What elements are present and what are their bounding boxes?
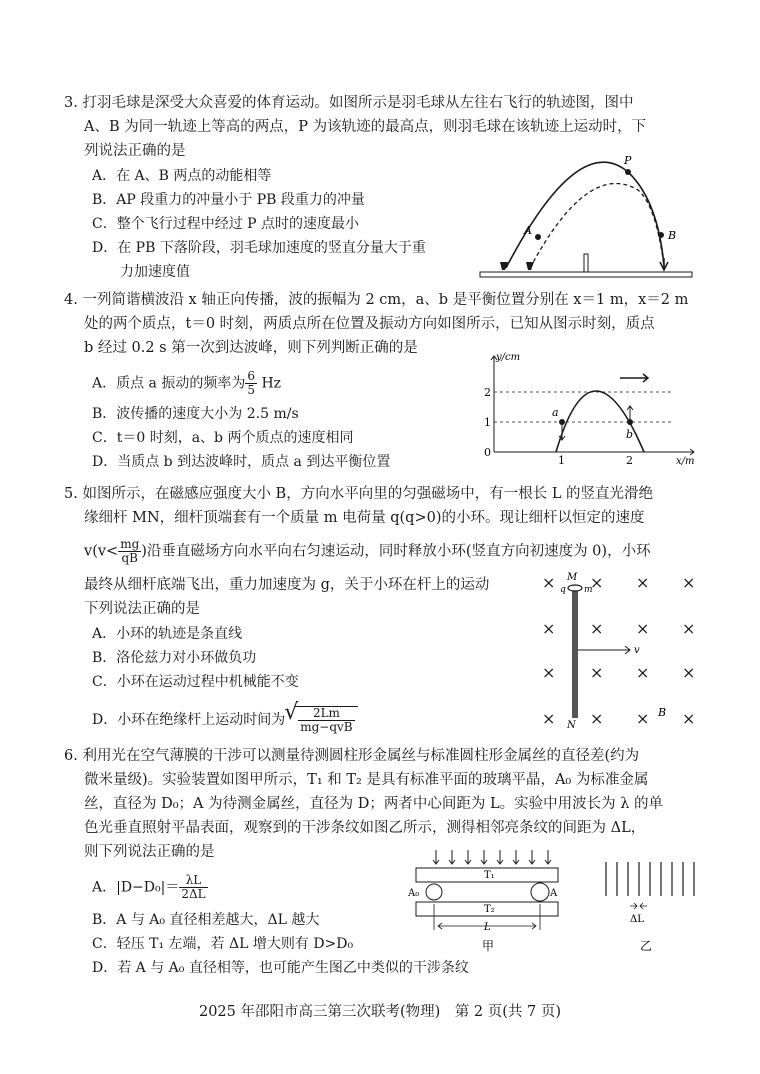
q3-badminton-figure (478, 150, 700, 280)
label-v: v (634, 645, 640, 656)
svg-text:×: × (590, 573, 604, 592)
q5-line3: v(v< $\frac{mg}{qB}$ )沿垂直磁场方向水平向右匀速运动，同时释放小环(竖直方向初速度为 0)，小环 (84, 537, 651, 565)
particle-b (627, 419, 633, 425)
q5-stem-1: 如图所示，在磁感应强度大小 B，方向水平向里的匀强磁场中，有一根长 L 的竖直光滑绝 (82, 486, 654, 502)
q5-line1 (64, 484, 653, 504)
fringe-spacing-arrow-icon (630, 903, 647, 909)
arrow-b-up-icon (627, 406, 633, 419)
q5-line2: 缘细杆 MN，细杆顶端套有一个质量 m 电荷量 q(q>0)的小环。现让细杆以恒定的速度 (84, 510, 645, 526)
tick-y-0: 0 (484, 446, 491, 459)
svg-text:×: × (542, 619, 556, 638)
label-m-top: M (567, 572, 578, 583)
q3-line2: A、B 为同一轨迹上等高的两点，P 为该轨迹的最高点，则羽毛球在该轨迹上运动时，下 (84, 119, 647, 135)
x-axis-label: x/m (676, 456, 695, 467)
label-l: L (484, 922, 491, 933)
net-post (584, 254, 588, 272)
point-a (535, 234, 541, 240)
incident-light-arrows (433, 850, 551, 864)
svg-text:×: × (682, 619, 696, 638)
q5-line5: 下列说法正确的是 (84, 601, 200, 617)
svg-text:×: × (682, 573, 696, 592)
point-p (625, 169, 631, 175)
q6-interference-figure (408, 846, 698, 958)
label-b: B (668, 229, 677, 242)
q3-stem-1: 打羽毛球是深受大众喜爱的体育运动。如图所示是羽毛球从左往右飞行的轨迹图，图中 (82, 95, 634, 111)
q5-number: 5. (64, 486, 78, 502)
svg-text:×: × (682, 663, 696, 682)
q4-option-b: B．波传播的速度大小为 2.5 m/s (92, 406, 299, 422)
wire-a (531, 883, 549, 901)
insulating-rod (572, 586, 578, 718)
q4-option-d: D．当质点 b 到达波峰时，质点 a 到达平衡位置 (92, 454, 391, 470)
trajectory-lower (530, 183, 664, 268)
trajectory-upper (506, 162, 664, 268)
label-a: A (550, 888, 558, 899)
sqrt-expression: √ $\frac{2Lm}{\text{mg−qvB}}$ (295, 706, 357, 734)
label-b-field: B (658, 706, 667, 719)
q5-option-a: A．小环的轨迹是条直线 (92, 626, 243, 642)
velocity-arrow-icon (578, 646, 630, 654)
q3-option-d: D．在 PB 下落阶段，羽毛球加速度的竖直分量大于重 (92, 240, 426, 256)
q5-magnetic-field-figure (534, 570, 704, 730)
svg-text:×: × (636, 619, 650, 638)
label-delta-l: ΔL (630, 914, 644, 925)
q5-option-b: B．洛伦兹力对小环做负功 (92, 650, 257, 666)
fraction-lambda-l: $\frac{\lambda L}{2\Delta L}$ (181, 873, 206, 901)
q4-line3: b 经过 0.2 s 第一次到达波峰，则下列判断正确的是 (84, 340, 418, 356)
label-n: N (567, 720, 576, 730)
svg-text:×: × (542, 663, 556, 682)
label-b: b (626, 428, 634, 441)
fraction-mg-qb: $\frac{mg}{qB}$ (120, 537, 140, 565)
q6-line5: 则下列说法正确的是 (84, 844, 215, 860)
label-jia: 甲 (482, 939, 495, 953)
particle-a (559, 419, 565, 425)
q6-number: 6. (64, 748, 78, 764)
q6-option-b: B．A 与 A₀ 直径相差越大，ΔL 越大 (92, 912, 320, 928)
q4-number: 4. (64, 292, 78, 308)
shuttle-icon-2 (526, 262, 534, 270)
propagation-arrow-icon (620, 374, 648, 382)
q6-line3: 丝，直径为 D₀；A 为待测金属丝，直径为 D；两者中心间距为 L。实验中用波长为 λ 的单 (84, 796, 664, 812)
svg-text:×: × (636, 573, 650, 592)
svg-text:×: × (636, 663, 650, 682)
point-b (658, 232, 664, 238)
q6-option-c: C．轻压 T₁ 左端，若 ΔL 增大则有 D>D₀ (92, 936, 354, 952)
svg-text:×: × (542, 709, 556, 728)
q4-line1 (64, 290, 688, 310)
q3-number: 3. (64, 95, 78, 111)
svg-text:×: × (636, 709, 650, 728)
q3-option-a: A．在 A、B 两点的动能相等 (92, 168, 272, 184)
arrow-down-icon (660, 258, 668, 270)
label-t2: T₂ (484, 904, 495, 915)
q5-option-c: C．小环在运动过程中机械能不变 (92, 674, 299, 690)
svg-text:×: × (590, 619, 604, 638)
svg-text:×: × (590, 663, 604, 682)
q4-option-c: C．t＝0 时刻，a、b 两个质点的速度相同 (92, 430, 354, 446)
interference-fringes (606, 862, 694, 896)
q4-option-a (92, 370, 281, 397)
label-a: A (524, 224, 532, 237)
label-yi: 乙 (640, 939, 653, 953)
label-p: P (624, 154, 632, 167)
q3-line1 (64, 93, 633, 113)
label-m: m (584, 585, 593, 595)
tick-y-1: 1 (484, 416, 491, 429)
q6-line2: 微米量级)。实验装置如图甲所示，T₁ 和 T₂ 是具有标准平面的玻璃平晶，A₀ 为标准金属 (84, 772, 649, 788)
svg-text:×: × (542, 573, 556, 592)
q3-option-d-cont: 力加速度值 (120, 264, 190, 280)
tick-x-1: 1 (558, 454, 565, 467)
q5-option-d: D．小环在绝缘杆上运动时间为 √ $\frac{2Lm}{\text{mg−qvB}}$ (92, 706, 358, 734)
page-footer: 2025 年邵阳市高三第三次联考(物理) 第 2 页(共 7 页) (198, 1004, 562, 1020)
wire-a0 (426, 884, 442, 900)
y-axis-label: y/cm (496, 352, 521, 363)
ground (480, 272, 692, 277)
label-q: q (560, 585, 566, 595)
svg-text:×: × (682, 709, 696, 728)
fraction-6-5: $\frac{6}{5}$ (247, 369, 255, 397)
q4-unit-hz: Hz (261, 375, 282, 392)
q6-line1 (64, 746, 639, 766)
q3-option-b: B．AP 段重力的冲量小于 PB 段重力的冲量 (92, 192, 365, 208)
q5-line4: 最终从细杆底端飞出，重力加速度为 g，关于小环在杆上的运动 (84, 577, 490, 593)
q4-wave-figure (472, 350, 702, 468)
q6-stem-1: 利用光在空气薄膜的干涉可以测量待测圆柱形金属丝与标准圆柱形金属丝的直径差(约为 (82, 748, 640, 764)
tick-y-2: 2 (484, 386, 491, 399)
q4-line2: 处的两个质点，t＝0 时刻，两质点所在位置及振动方向如图所示，已知从图示时刻，质点 (84, 316, 655, 332)
label-a: a (552, 406, 559, 419)
small-ring (568, 585, 582, 591)
label-a0: A₀ (408, 888, 420, 899)
tick-x-2: 2 (626, 454, 633, 467)
q6-option-d: D．若 A 与 A₀ 直径相等，也可能产生图乙中类似的干涉条纹 (92, 960, 469, 976)
svg-text:×: × (590, 709, 604, 728)
q3-option-c: C．整个飞行过程中经过 P 点时的速度最小 (92, 216, 360, 232)
q6-option-a: A．|D−D₀|＝ $\frac{\lambda L}{2\Delta L}$ (92, 873, 206, 901)
q6-line4: 色光垂直照射平晶表面，观察到的干涉条纹如图乙所示，测得相邻亮条纹的间距为 ΔL， (84, 820, 646, 836)
q3-line3: 列说法正确的是 (84, 143, 186, 159)
q4-stem-1: 一列简谐横波沿 x 轴正向传播，波的振幅为 2 cm，a、b 是平衡位置分别在 x＝1 m，x＝2 m (82, 292, 689, 308)
q4-option-a-text: A．质点 a 振动的频率为 (92, 375, 246, 392)
label-t1: T₁ (484, 870, 495, 881)
